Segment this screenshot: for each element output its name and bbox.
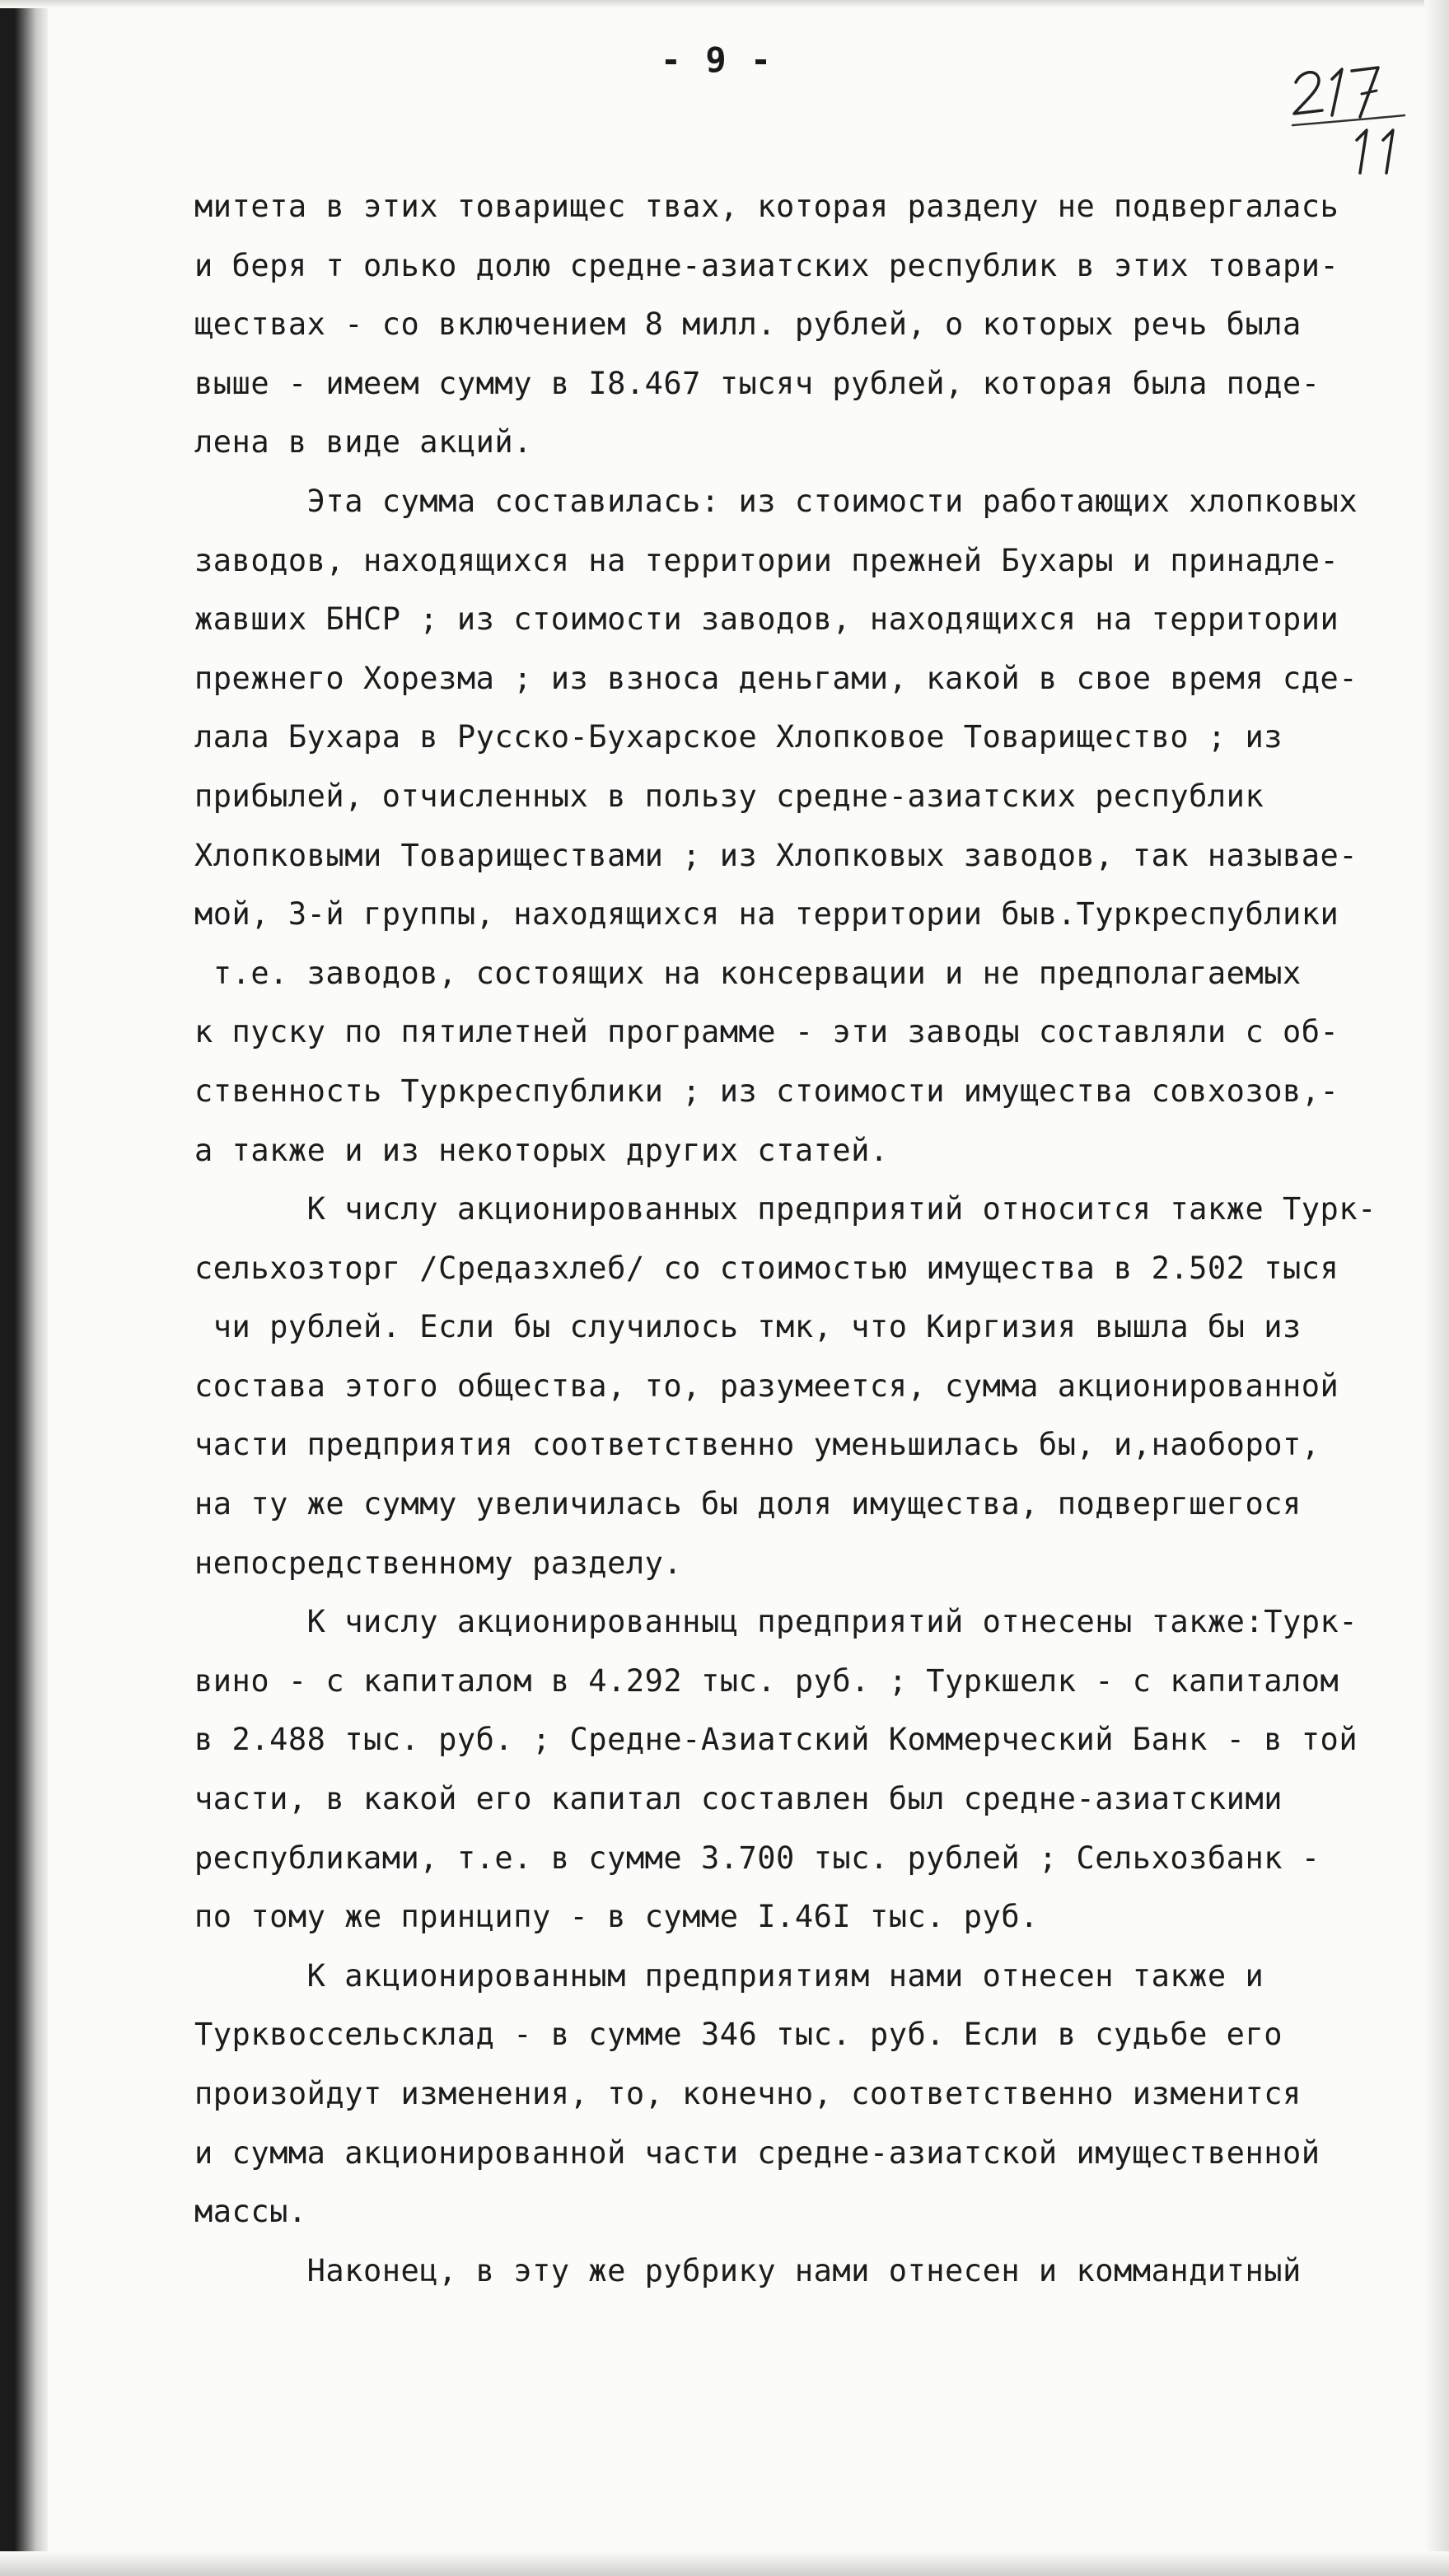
text-line: прибылей, отчисленных в пользу средне-азиатских республик (194, 778, 1264, 814)
text-line: произойдут изменения, то, конечно, соответственно изменится (194, 2076, 1302, 2111)
page-binding-shadow (0, 0, 48, 2576)
text-line: сельхозторг /Средазхлеб/ со стоимостью имущества в 2.502 тыся (194, 1250, 1339, 1286)
text-line: К числу акционированных предприятий относится также Турк- (194, 1191, 1377, 1227)
text-line: ществах - со включением 8 милл. рублей, о которых речь была (194, 306, 1302, 343)
text-line: и сумма акционированной части средне-азиатской имущественной (194, 2134, 1320, 2171)
text-line: лала Бухара в Русско-Бухарское Хлопковое Товарищество ; из (194, 719, 1283, 755)
text-line: непосредственному разделу. (194, 1545, 683, 1581)
text-line: и беря т олько долю средне-азиатских республик в этих товари- (194, 247, 1339, 283)
text-line: митета в этих товарищес твах, которая разделу не подвергалась (194, 189, 1339, 224)
text-line: Хлопковыми Товариществами ; из Хлопковых заводов, так называе- (194, 837, 1358, 873)
page-bottom-edge (0, 2551, 1449, 2576)
handwritten-archive-number-drawing (1281, 58, 1429, 181)
text-line: Наконец, в эту же рубрику нами отнесен и коммандитный (194, 2252, 1302, 2288)
text-line: а также и из некоторых других статей. (194, 1132, 889, 1168)
text-line: по тому же принципу - в сумме I.46I тыс. руб. (194, 1899, 1039, 1935)
text-line: части, в какой его капитал составлен был средне-азиатскими (194, 1781, 1283, 1817)
text-line: заводов, находящихся на территории прежней Бухары и принадле- (194, 542, 1339, 578)
text-line: К числу акционированныц предприятий отнесены также:Турк- (194, 1604, 1358, 1640)
handwritten-archive-number (1281, 58, 1429, 181)
text-line: части предприятия соответственно уменьшилась бы, и,наоборот, (194, 1427, 1320, 1463)
text-line: жавших БНСР ; из стоимости заводов, находящихся на территории (194, 601, 1339, 638)
text-line: к пуску по пятилетней программе - эти заводы составляли с об- (194, 1014, 1339, 1050)
text-line: прежнего Хорезма ; из взноса деньгами, какой в свое время сде- (194, 660, 1358, 696)
text-line: вино - с капиталом в 4.292 тыс. руб. ; Туркшелк - с капиталом (194, 1662, 1339, 1699)
page-number: - 9 - (660, 40, 774, 80)
text-line: т.е. заводов, состоящих на консервации и не предполагаемых (194, 955, 1302, 991)
text-line: в 2.488 тыс. руб. ; Средне-Азиатский Коммерческий Банк - в той (194, 1722, 1358, 1758)
text-line: республиками, т.е. в сумме 3.700 тыс. рублей ; Сельхозбанк - (194, 1840, 1320, 1876)
typed-text-body (194, 177, 1430, 2300)
text-line: ственность Туркреспублики ; из стоимости имущества совхозов,- (194, 1073, 1339, 1109)
text-line: К акционированным предприятиям нами отнесен также и (194, 1957, 1264, 1994)
text-line: на ту же сумму увеличилась бы доля имущества, подвергшегося (194, 1486, 1302, 1522)
text-line: Эта сумма составилась: из стоимости работающих хлопковых (194, 483, 1358, 519)
text-line: массы. (194, 2194, 307, 2230)
text-line: мой, 3-й группы, находящихся на территории быв.Туркреспублики (194, 896, 1339, 933)
text-line: лена в виде акций. (194, 424, 532, 461)
text-line: Турквоссельсклад - в сумме 346 тыс. руб. Если в судьбе его (194, 2017, 1283, 2053)
page-top-edge (0, 0, 1449, 8)
text-line: чи рублей. Если бы случилось тмк, что Киргизия вышла бы из (194, 1309, 1302, 1345)
text-line: состава этого общества, то, разумеется, сумма акционированной (194, 1367, 1339, 1404)
text-line: выше - имеем сумму в I8.467 тысяч рублей, которая была поде- (194, 365, 1320, 401)
